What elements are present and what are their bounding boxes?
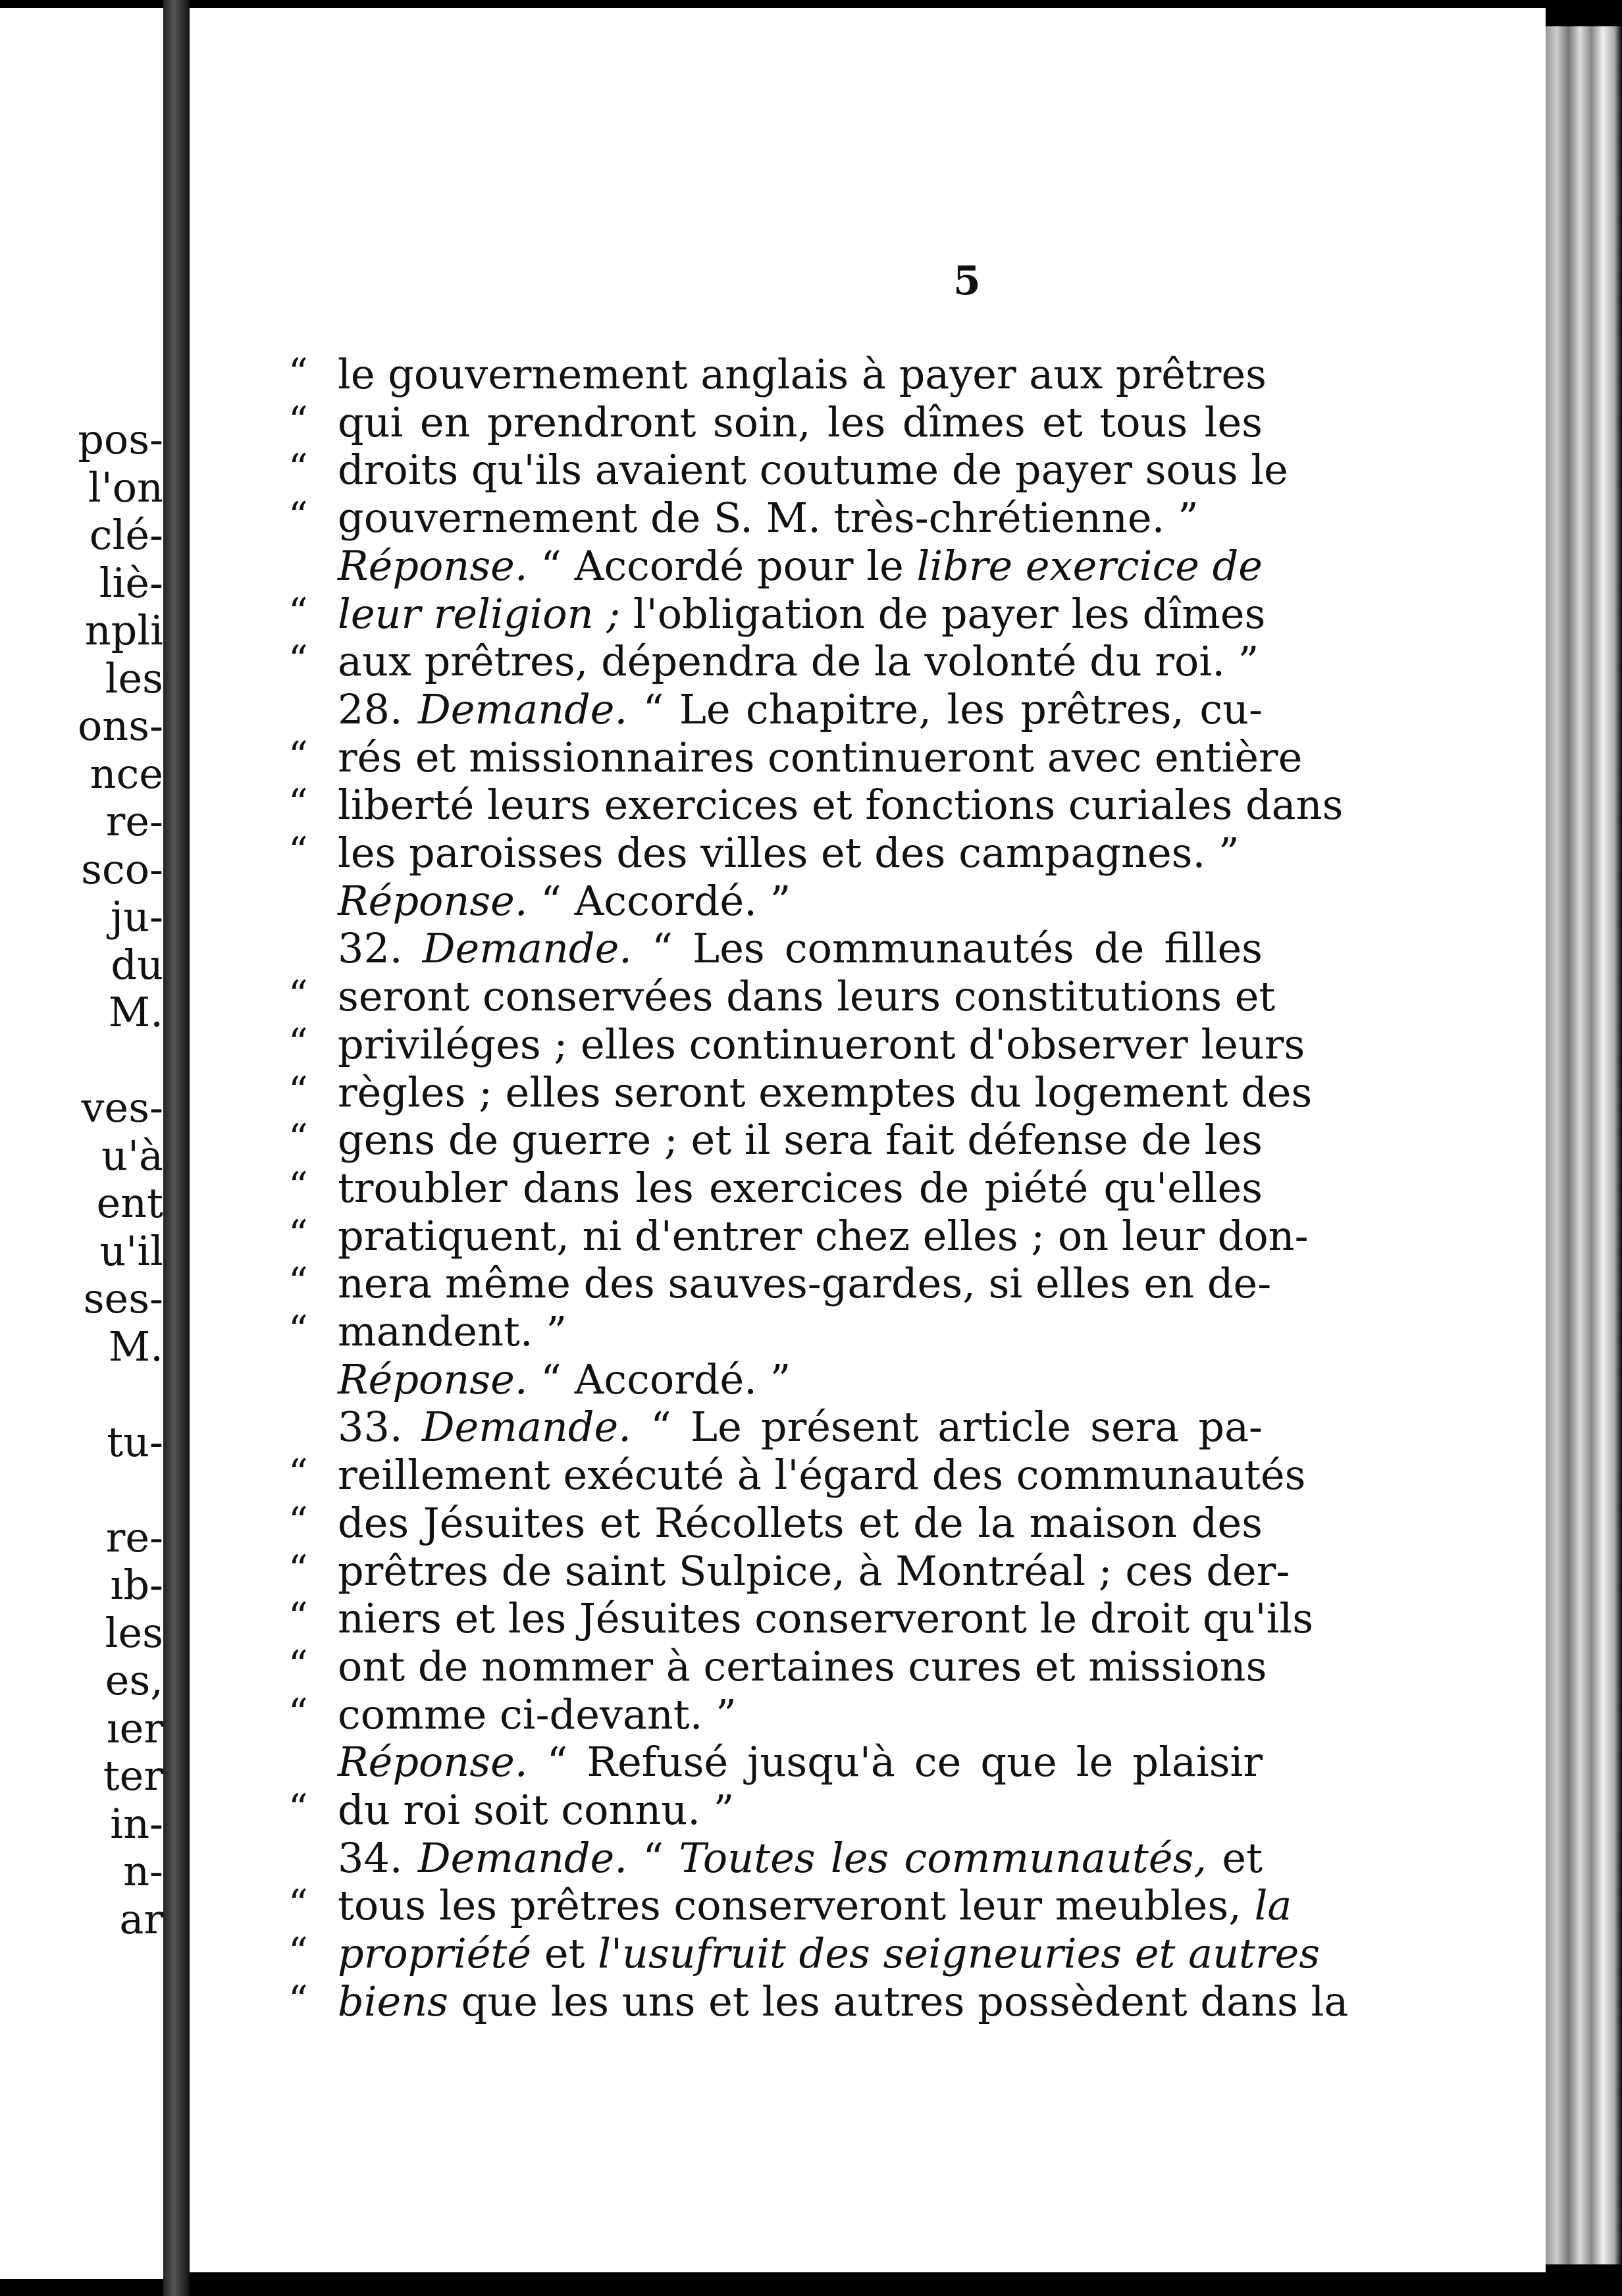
left-page-fragment: les	[105, 1608, 163, 1657]
quote-mark: “	[288, 1163, 308, 1209]
quote-mark: “	[288, 1259, 308, 1305]
roman-text: ont de nommer à certaines cures et missions	[338, 1642, 1267, 1690]
line-text	[338, 1068, 1313, 1116]
text-line	[190, 1881, 1546, 1929]
roman-text: le gouvernement anglais à payer aux prêtres	[338, 350, 1267, 398]
line-text	[338, 542, 1263, 590]
text-line	[190, 1116, 1546, 1163]
roman-text: tous les prêtres conserveront leur meubles,	[338, 1881, 1255, 1930]
quote-mark: “	[288, 1929, 308, 1975]
quote-mark: “	[288, 829, 308, 874]
text-line	[190, 1594, 1546, 1642]
left-page-fragment: tu-	[107, 1417, 163, 1466]
roman-text: prêtres de saint Sulpice, à Montréal ; ces der-	[338, 1546, 1290, 1595]
line-text	[338, 1594, 1314, 1643]
left-page-fragment: ıb-	[110, 1561, 163, 1609]
text-line	[190, 877, 1546, 924]
line-text	[338, 733, 1303, 781]
text-line	[190, 1690, 1546, 1738]
right-page	[190, 8, 1546, 2272]
left-page-fragment: sco-	[81, 845, 163, 893]
left-page-fragment: u'il	[99, 1226, 163, 1275]
italic-text: Réponse.	[338, 541, 528, 590]
left-page-fragment: liè-	[99, 558, 163, 607]
page-number: 5	[953, 258, 981, 304]
roman-text: “ Le présent article sera pa-	[631, 1403, 1263, 1451]
left-page-fragment: ent	[96, 1179, 163, 1227]
italic-text: la	[1254, 1881, 1292, 1930]
text-line	[190, 781, 1546, 828]
roman-text: pratiquent, ni d'entrer chez elles ; on leur don-	[338, 1211, 1309, 1260]
roman-text: et	[1207, 1833, 1263, 1882]
left-page-fragment: in-	[110, 1799, 163, 1848]
italic-text: propriété	[338, 1929, 532, 1978]
left-page-fragment: M.	[108, 1322, 163, 1370]
text-line	[190, 1020, 1546, 1068]
left-page-fragment: ıer	[106, 1704, 163, 1752]
quote-mark: “	[288, 781, 308, 826]
line-text	[338, 685, 1263, 733]
roman-text: et	[531, 1929, 598, 1978]
line-text	[338, 1977, 1349, 2025]
line-text	[338, 1307, 567, 1355]
italic-text: biens	[338, 1977, 448, 2025]
roman-text: qui en prendront soin, les dîmes et tous les	[338, 398, 1263, 446]
text-line	[190, 1499, 1546, 1546]
text-line	[190, 1929, 1546, 1977]
roman-text: “ Refusé jusqu'à ce que le plaisir	[527, 1738, 1263, 1787]
roman-text: 32.	[338, 924, 423, 973]
left-page-fragment: ves-	[81, 1083, 163, 1132]
book-gutter	[163, 0, 190, 2296]
line-text	[338, 1403, 1263, 1451]
line-text	[338, 1020, 1305, 1068]
left-page-fragment: M.	[108, 988, 163, 1036]
left-page-fragment: ons-	[77, 702, 163, 750]
roman-text: rés et missionnaires continueront avec entière	[338, 733, 1303, 781]
left-page-fragment: ju-	[110, 893, 163, 941]
left-page-fragment: pos-	[78, 415, 163, 463]
quote-mark: “	[288, 1307, 308, 1352]
quote-mark: “	[288, 1786, 308, 1831]
text-line	[190, 1355, 1546, 1403]
roman-text: comme ci-devant. ”	[338, 1690, 737, 1738]
text-line	[190, 542, 1546, 589]
roman-text: “ Accordé. ”	[527, 876, 791, 925]
line-text	[338, 589, 1266, 638]
roman-text: troubler dans les exercices de piété qu'elles	[338, 1163, 1263, 1212]
quote-mark: “	[288, 972, 308, 1018]
roman-text: priviléges ; elles continueront d'observer leurs	[338, 1020, 1305, 1068]
left-page-fragment: l'on	[88, 463, 163, 511]
left-page-fragment: ar	[119, 1894, 163, 1943]
roman-text: niers et les Jésuites conserveront le droit qu'ils	[338, 1594, 1314, 1643]
text-line	[190, 733, 1546, 781]
left-page-fragment: re-	[105, 797, 163, 845]
text-line	[190, 1642, 1546, 1690]
left-page-fragment: clé-	[89, 511, 163, 559]
italic-text: Réponse.	[338, 876, 528, 925]
quote-mark: “	[288, 1211, 308, 1257]
italic-text: Demande.	[422, 924, 632, 973]
roman-text: nera même des sauves-gardes, si elles en de-	[338, 1259, 1272, 1308]
left-page-fragment: re-	[105, 1513, 163, 1561]
roman-text: droits qu'ils avaient coutume de payer sous le	[338, 446, 1288, 494]
roman-text: 33.	[338, 1403, 422, 1451]
left-page-fragment: n-	[123, 1847, 163, 1895]
line-text	[338, 1642, 1267, 1690]
text-line	[190, 1786, 1546, 1833]
italic-text: Toutes les communautés,	[679, 1833, 1207, 1882]
left-page-fragment: du	[111, 940, 163, 989]
text-line	[190, 1834, 1546, 1881]
quote-mark: “	[288, 1690, 308, 1735]
text-line	[190, 494, 1546, 541]
line-text	[338, 446, 1288, 494]
roman-text: l'obligation de payer les dîmes	[620, 589, 1266, 638]
left-page-edge	[0, 8, 163, 2279]
text-line	[190, 1451, 1546, 1498]
quote-mark: “	[288, 1881, 308, 1927]
left-page-fragment: nce	[90, 749, 163, 798]
left-page-fragment: ses-	[83, 1274, 163, 1322]
left-page-fragment: ter	[103, 1752, 163, 1800]
quote-mark: “	[288, 589, 308, 635]
quote-mark: “	[288, 1020, 308, 1065]
line-text	[338, 398, 1263, 446]
quote-mark: “	[288, 1498, 308, 1544]
quote-mark: “	[288, 494, 308, 539]
italic-text: l'usufruit des seigneuries et autres	[598, 1929, 1321, 1978]
quote-mark: “	[288, 1068, 308, 1113]
text-line	[190, 924, 1546, 972]
page-edges	[1546, 26, 1622, 2264]
roman-text: règles ; elles seront exemptes du logement des	[338, 1068, 1313, 1116]
text-line	[190, 1164, 1546, 1211]
italic-text: Demande.	[417, 1833, 628, 1882]
quote-mark: “	[288, 1546, 308, 1592]
roman-text: gouvernement de S. M. très-chrétienne. ”	[338, 494, 1199, 542]
line-text	[338, 781, 1344, 829]
italic-text: leur religion ;	[338, 589, 621, 638]
line-text	[338, 924, 1263, 972]
line-text	[338, 1259, 1272, 1308]
text-line	[190, 1977, 1546, 2025]
quote-mark: “	[288, 1594, 308, 1640]
line-text	[338, 1834, 1263, 1882]
line-text	[338, 1929, 1321, 1978]
quote-mark: “	[288, 637, 308, 683]
line-text	[338, 877, 1263, 925]
text-line	[190, 1068, 1546, 1116]
roman-text: “	[627, 1833, 679, 1882]
line-text	[338, 829, 1240, 877]
roman-text: seront conservées dans leurs constitutions et	[338, 972, 1276, 1021]
quote-mark: “	[288, 1642, 308, 1687]
text-line	[190, 829, 1546, 876]
text-line	[190, 637, 1546, 685]
line-text	[338, 1499, 1263, 1547]
quote-mark: “	[288, 1116, 308, 1161]
italic-text: Réponse.	[338, 1355, 528, 1403]
text-line	[190, 1259, 1546, 1307]
text-line	[190, 1307, 1546, 1355]
quote-mark: “	[288, 446, 308, 491]
text-line	[190, 1403, 1546, 1450]
line-text	[338, 637, 1259, 685]
line-text	[338, 1738, 1263, 1786]
line-text	[338, 972, 1276, 1021]
roman-text: du roi soit connu. ”	[338, 1786, 735, 1834]
roman-text: aux prêtres, dépendra de la volonté du roi. ”	[338, 637, 1259, 686]
line-text	[338, 350, 1267, 398]
text-line	[190, 1738, 1546, 1785]
line-text	[338, 494, 1199, 542]
text-line	[190, 685, 1546, 733]
roman-text: “ Le chapitre, les prêtres, cu-	[627, 685, 1263, 733]
quote-mark: “	[288, 398, 308, 443]
roman-text: mandent. ”	[338, 1307, 567, 1355]
line-text	[338, 1786, 734, 1834]
roman-text: 28.	[338, 685, 419, 733]
text-line	[190, 350, 1546, 398]
roman-text: 34.	[338, 1833, 418, 1882]
left-page-fragment: npli	[84, 606, 163, 654]
italic-text: Demande.	[418, 685, 628, 733]
roman-text: reillement exécuté à l'égard des communautés	[338, 1451, 1306, 1500]
roman-text: “ Accordé pour le	[527, 541, 917, 590]
quote-mark: “	[288, 1977, 308, 2022]
roman-text: “ Les communautés de filles	[631, 924, 1263, 973]
line-text	[338, 1881, 1292, 1930]
line-text	[338, 1116, 1263, 1164]
roman-text: gens de guerre ; et il sera fait défense de les	[338, 1116, 1263, 1164]
left-page-fragment: u'à	[101, 1131, 163, 1180]
roman-text: les paroisses des villes et des campagnes. ”	[338, 829, 1240, 877]
text-line	[190, 972, 1546, 1020]
roman-text: “ Accordé. ”	[527, 1355, 791, 1403]
line-text	[338, 1211, 1309, 1260]
roman-text: des Jésuites et Récollets et de la maison des	[338, 1498, 1263, 1547]
quote-mark: “	[288, 350, 308, 395]
italic-text: libre exercice de	[916, 541, 1263, 590]
text-line	[190, 1547, 1546, 1594]
text-line	[190, 446, 1546, 493]
line-text	[338, 1355, 1263, 1403]
roman-text: que les uns et les autres possèdent dans la	[448, 1977, 1349, 2025]
line-text	[338, 1546, 1290, 1595]
quote-mark: “	[288, 733, 308, 778]
line-text	[338, 1690, 737, 1738]
line-text	[338, 1451, 1306, 1500]
text-line	[190, 1212, 1546, 1259]
quote-mark: “	[288, 1451, 308, 1496]
text-line	[190, 590, 1546, 637]
left-page-fragment: es,	[105, 1656, 163, 1704]
line-text	[338, 1164, 1263, 1212]
left-page-fragment: les	[105, 654, 163, 702]
text-line	[190, 398, 1546, 446]
roman-text: liberté leurs exercices et fonctions curiales dans	[338, 781, 1344, 829]
italic-text: Demande.	[421, 1403, 631, 1451]
italic-text: Réponse.	[338, 1738, 528, 1787]
